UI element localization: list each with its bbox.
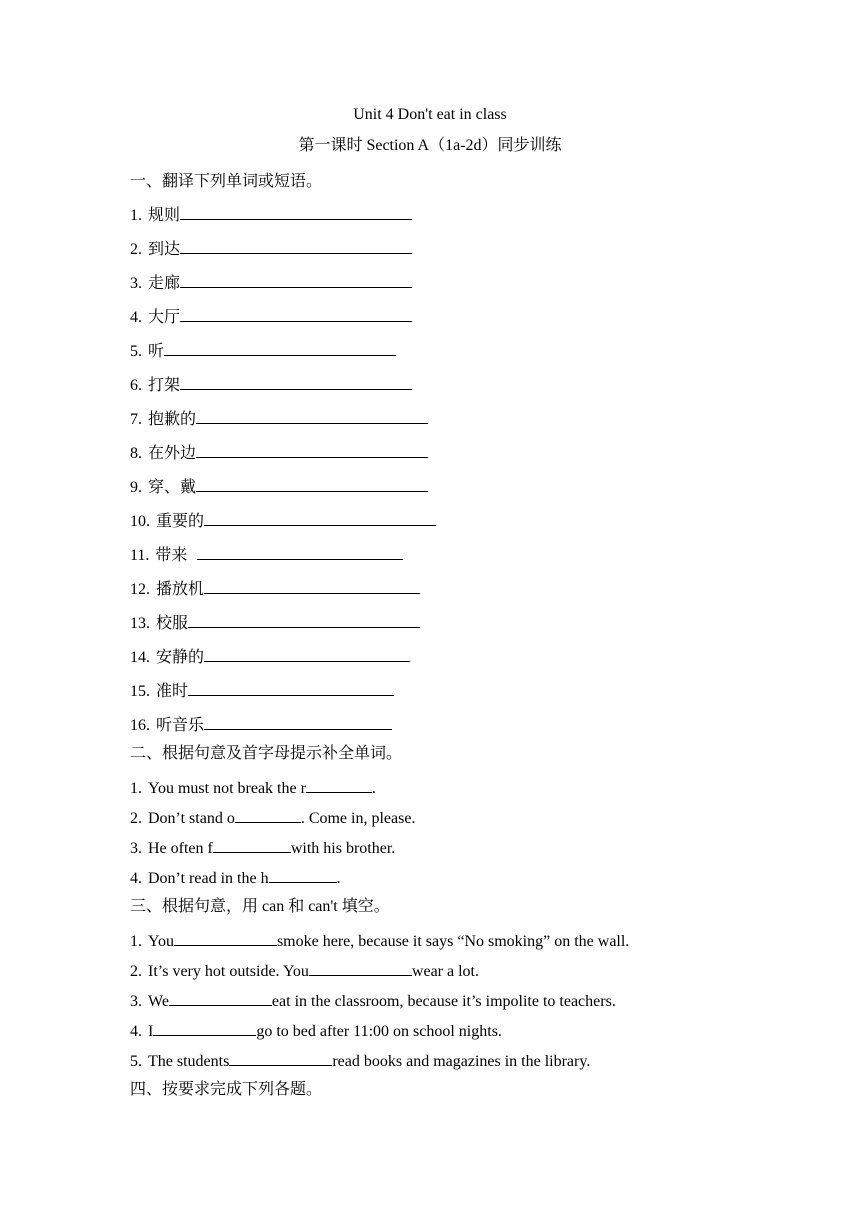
item-text: 准时 bbox=[156, 683, 189, 700]
section1-item bbox=[130, 442, 428, 464]
item-text: 听 bbox=[148, 343, 165, 360]
answer-blank[interactable] bbox=[204, 510, 436, 526]
section1-item bbox=[130, 510, 436, 532]
item-text-after: with his brother. bbox=[290, 840, 396, 857]
item-text: 规则 bbox=[148, 207, 181, 224]
item-text: 到达 bbox=[148, 241, 181, 258]
section2-item bbox=[130, 867, 341, 889]
section1-item bbox=[130, 306, 412, 328]
section1-item bbox=[130, 272, 412, 294]
item-text: 安静的 bbox=[156, 649, 205, 666]
item-text: 重要的 bbox=[156, 513, 205, 530]
section2-heading: 二、根据句意及首字母提示补全单词。 bbox=[130, 745, 403, 762]
item-number: 10. bbox=[130, 513, 150, 530]
item-text-before: Don’t read in the h bbox=[148, 870, 269, 887]
section1-item bbox=[130, 340, 396, 362]
item-number: 7. bbox=[130, 411, 142, 428]
section1-item bbox=[130, 408, 428, 430]
section3-item bbox=[130, 930, 629, 952]
item-text-after: go to bed after 11:00 on school nights. bbox=[256, 1023, 502, 1040]
answer-blank[interactable] bbox=[309, 960, 412, 976]
item-text-before: He often f bbox=[148, 840, 213, 857]
answer-blank[interactable] bbox=[229, 1050, 332, 1066]
item-text-before: It’s very hot outside. You bbox=[148, 963, 309, 980]
item-number: 3. bbox=[130, 840, 142, 857]
item-number: 14. bbox=[130, 649, 150, 666]
item-text-after: . Come in, please. bbox=[300, 810, 416, 827]
section1-item bbox=[130, 204, 412, 226]
item-number: 4. bbox=[130, 309, 142, 326]
answer-blank[interactable] bbox=[153, 1020, 256, 1036]
item-text: 走廊 bbox=[148, 275, 181, 292]
section1-item bbox=[130, 612, 420, 634]
answer-blank[interactable] bbox=[188, 612, 420, 628]
item-text-before: You bbox=[148, 933, 174, 950]
item-text-after: read books and magazines in the library. bbox=[332, 1053, 591, 1070]
section1-item bbox=[130, 578, 420, 600]
section3-item bbox=[130, 1050, 590, 1072]
item-text: 穿、戴 bbox=[148, 479, 197, 496]
item-text: 打架 bbox=[148, 377, 181, 394]
section3-item bbox=[130, 990, 616, 1012]
answer-blank[interactable] bbox=[180, 238, 412, 254]
item-text: 大厅 bbox=[148, 309, 181, 326]
item-number: 1. bbox=[130, 780, 142, 797]
item-text-after: . bbox=[336, 870, 341, 887]
item-number: 9. bbox=[130, 479, 142, 496]
item-text-after: eat in the classroom, because it’s impolite to teachers. bbox=[271, 993, 616, 1010]
answer-blank[interactable] bbox=[169, 990, 272, 1006]
item-text-before: We bbox=[148, 993, 169, 1010]
section2-item bbox=[130, 837, 395, 859]
section2-item bbox=[130, 807, 415, 829]
item-text: 校服 bbox=[156, 615, 189, 632]
item-number: 4. bbox=[130, 1023, 142, 1040]
answer-blank[interactable] bbox=[213, 837, 291, 853]
page-subtitle: 第一课时 Section A（1a-2d）同步训练 bbox=[298, 137, 562, 154]
item-number: 2. bbox=[130, 241, 142, 258]
section2-item bbox=[130, 777, 376, 799]
answer-blank[interactable] bbox=[306, 777, 372, 793]
item-text-after: . bbox=[371, 780, 376, 797]
item-number: 15. bbox=[130, 683, 150, 700]
item-number: 6. bbox=[130, 377, 142, 394]
item-text-before: The students bbox=[148, 1053, 230, 1070]
page-title: Unit 4 Don't eat in class bbox=[353, 106, 507, 123]
answer-blank[interactable] bbox=[196, 442, 428, 458]
item-text-after: smoke here, because it says “No smoking” on the wall. bbox=[276, 933, 630, 950]
answer-blank[interactable] bbox=[188, 680, 394, 696]
item-text-before: You must not break the r bbox=[148, 780, 306, 797]
item-number: 1. bbox=[130, 207, 142, 224]
item-text: 抱歉的 bbox=[148, 411, 197, 428]
answer-blank[interactable] bbox=[164, 340, 396, 356]
item-text-after: wear a lot. bbox=[411, 963, 479, 980]
answer-blank[interactable] bbox=[235, 807, 301, 823]
section1-item bbox=[130, 646, 410, 668]
item-number: 16. bbox=[130, 717, 150, 734]
section1-heading: 一、翻译下列单词或短语。 bbox=[130, 173, 323, 190]
answer-blank[interactable] bbox=[180, 272, 412, 288]
item-text: 带来 bbox=[155, 547, 192, 564]
item-number: 3. bbox=[130, 275, 142, 292]
item-number: 13. bbox=[130, 615, 150, 632]
section1-item bbox=[130, 714, 392, 736]
section3-item bbox=[130, 1020, 502, 1042]
answer-blank[interactable] bbox=[174, 930, 277, 946]
answer-blank[interactable] bbox=[180, 374, 412, 390]
item-number: 5. bbox=[130, 1053, 142, 1070]
item-number: 2. bbox=[130, 963, 142, 980]
section3-heading: 三、根据句意，用 can 和 can't 填空。 bbox=[130, 898, 390, 915]
section4-heading: 四、按要求完成下列各题。 bbox=[130, 1081, 323, 1098]
section1-item bbox=[130, 374, 412, 396]
answer-blank[interactable] bbox=[180, 306, 412, 322]
item-number: 4. bbox=[130, 870, 142, 887]
item-number: 1. bbox=[130, 933, 142, 950]
item-number: 3. bbox=[130, 993, 142, 1010]
item-number: 5. bbox=[130, 343, 142, 360]
section3-item bbox=[130, 960, 479, 982]
section1-item bbox=[130, 238, 412, 260]
item-number: 11. bbox=[130, 547, 150, 564]
item-number: 2. bbox=[130, 810, 142, 827]
answer-blank[interactable] bbox=[196, 408, 428, 424]
section1-item bbox=[130, 544, 403, 566]
item-text: 在外边 bbox=[148, 445, 197, 462]
answer-blank[interactable] bbox=[197, 544, 403, 560]
answer-blank[interactable] bbox=[196, 476, 428, 492]
section1-item bbox=[130, 476, 428, 498]
item-text: 听音乐 bbox=[156, 717, 205, 734]
item-number: 8. bbox=[130, 445, 142, 462]
item-text-before: Don’t stand o bbox=[148, 810, 235, 827]
answer-blank[interactable] bbox=[204, 714, 392, 730]
item-text: 播放机 bbox=[156, 581, 205, 598]
section1-item bbox=[130, 680, 394, 702]
answer-blank[interactable] bbox=[269, 867, 337, 883]
answer-blank[interactable] bbox=[204, 646, 410, 662]
item-text-before: I bbox=[148, 1023, 154, 1040]
answer-blank[interactable] bbox=[180, 204, 412, 220]
answer-blank[interactable] bbox=[204, 578, 420, 594]
item-number: 12. bbox=[130, 581, 150, 598]
